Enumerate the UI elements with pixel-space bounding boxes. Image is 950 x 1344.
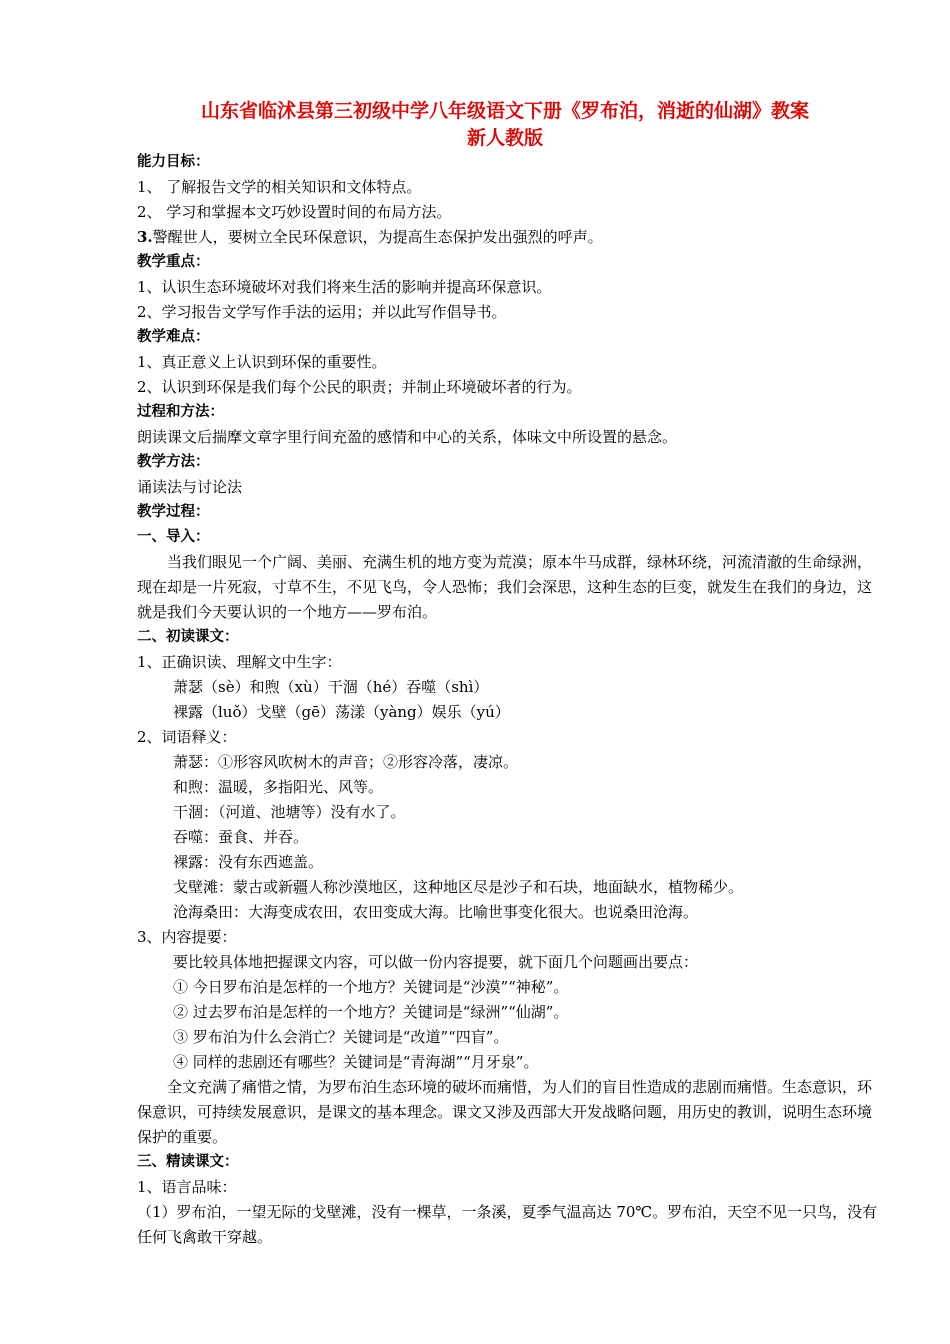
title-line-1: 山东省临沭县第三初级中学八年级语文下册《罗布泊，消逝的仙湖》教案: [200, 100, 809, 122]
difficulty-item-1: 1、真正意义上认识到环保的重要性。: [137, 353, 387, 371]
document-body: [137, 150, 885, 1250]
key-point-item-1: 1、认识生态环境破坏对我们将来生活的影响并提高环保意识。: [137, 278, 552, 296]
ability-item-3-text: 警醒世人，要树立全民环保意识，为提高生态保护发出强烈的呼声。: [152, 228, 603, 246]
chars-heading: 1、正确识读、理解文中生字：: [137, 653, 342, 671]
summary-intro: 要比较具体地把握课文内容，可以做一份内容提要，就下面几个问题画出要点：: [173, 953, 699, 971]
subsection-heading-close-reading: 三、精读课文：: [137, 1154, 239, 1170]
chars-line-2: 裸露（luǒ）戈壁（gē）荡漾（yàng）娱乐（yú）: [173, 703, 510, 721]
vocab-item: 和煦：温暖，多指阳光、风等。: [173, 778, 384, 796]
title-line-2: 新人教版: [466, 127, 543, 149]
vocab-item: 裸露：没有东西遮盖。: [173, 853, 324, 871]
summary-item: ① 今日罗布泊是怎样的一个地方？关键词是“沙漠”“神秘”。: [173, 978, 569, 996]
section-heading-ability: 能力目标：: [137, 154, 210, 170]
ability-item-2: 2、 学习和掌握本文巧妙设置时间的布局方法。: [137, 203, 452, 221]
language-item-1: （1）罗布泊，一望无际的戈壁滩，没有一棵草，一条溪，夏季气温高达 70℃。罗布泊，天空不见一只鸟，没有任何飞禽敢干穿越。: [137, 1203, 878, 1246]
vocab-heading: 2、词语释义：: [137, 728, 237, 746]
chars-line-1: 萧瑟（sè）和煦（xù）干涸（hé）吞噬（shì）: [173, 678, 489, 696]
summary-item: ④ 同样的悲剧还有哪些？关键词是“青海湖”“月牙泉”。: [173, 1053, 539, 1071]
section-heading-key-points: 教学重点：: [137, 254, 210, 270]
vocab-item: 戈壁滩：蒙古或新疆人称沙漠地区，这种地区尽是沙子和石块，地面缺水，植物稀少。: [173, 878, 744, 896]
document-title: [120, 98, 890, 152]
ability-item-1: 1、 了解报告文学的相关知识和文体特点。: [137, 178, 422, 196]
process-method-text: 朗读课文后揣摩文章字里行间充盈的感情和中心的关系，体味文中所设置的悬念。: [137, 428, 678, 446]
summary-item: ③ 罗布泊为什么会消亡？关键词是“改道”“四盲”。: [173, 1028, 509, 1046]
ability-item-3: [137, 225, 885, 250]
difficulty-item-2: 2、认识到环保是我们每个公民的职责；并制止环境破坏者的行为。: [137, 378, 582, 396]
vocab-item: 沧海桑田：大海变成农田，农田变成大海。比喻世事变化很大。也说桑田沧海。: [173, 903, 699, 921]
vocab-item: 吞噬：蚕食、并吞。: [173, 828, 309, 846]
summary-item: ② 过去罗布泊是怎样的一个地方？关键词是“绿洲”“仙湖”。: [173, 1003, 569, 1021]
summary-heading: 3、内容提要：: [137, 928, 237, 946]
summary-paragraph: 全文充满了痛惜之情，为罗布泊生态环境的破坏而痛惜，为人们的盲目性造成的悲剧而痛惜。生态意识，环保意识，可持续发展意识，是课文的基本理念。课文又涉及西部大开发战略问题，用历史的教训，说明生态环境保护的重要。: [137, 1078, 873, 1146]
language-heading: 1、语言品味：: [137, 1178, 237, 1196]
subsection-heading-first-reading: 二、初读课文：: [137, 629, 239, 645]
teaching-method-text: 诵读法与讨论法: [137, 478, 243, 496]
section-heading-teaching-process: 教学过程：: [137, 504, 210, 520]
section-heading-process-method: 过程和方法：: [137, 404, 224, 420]
vocab-item: 萧瑟：①形容风吹树木的声音；②形容冷落，凄凉。: [173, 753, 519, 771]
vocab-item: 干涸：（河道、池塘等）没有水了。: [173, 803, 406, 821]
section-heading-difficulties: 教学难点：: [137, 329, 210, 345]
key-point-item-2: 2、学习报告文学写作手法的运用；并以此写作倡导书。: [137, 303, 507, 321]
intro-paragraph: 当我们眼见一个广阔、美丽、充满生机的地方变为荒漠；原本牛马成群，绿林环绕，河流清澈的生命绿洲，现在却是一片死寂，寸草不生，不见飞鸟，令人恐怖；我们会深思，这种生态的巨变，就发生在我们的身边，这就是我们今天要认识的一个地方——罗布泊。: [137, 553, 873, 621]
section-heading-teaching-method: 教学方法：: [137, 454, 210, 470]
ability-item-3-number: 3.: [137, 228, 153, 246]
subsection-heading-intro: 一、导入：: [137, 529, 210, 545]
